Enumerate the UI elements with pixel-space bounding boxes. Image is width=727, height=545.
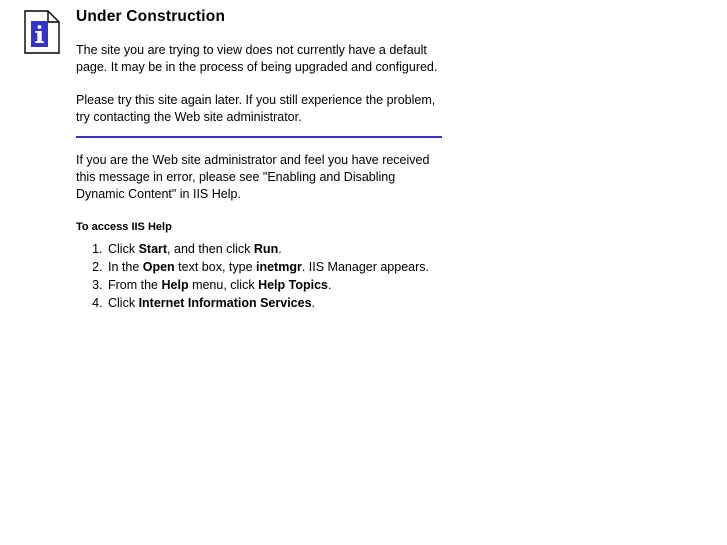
help-steps-list: [76, 241, 444, 312]
page-title: Under Construction: [76, 8, 226, 25]
list-item: 4. Click Internet Information Services.: [106, 295, 444, 312]
help-subheading: To access IIS Help: [76, 221, 172, 233]
list-item: 1. Click Start, and then click Run.: [106, 241, 444, 258]
paragraph-try-later: Please try this site again later. If you still experience the problem, try contacting the Web site administrator.: [76, 93, 436, 124]
paragraph-default-page: The site you are trying to view does not currently have a default page. It may be in the process of being upgraded and configured.: [76, 43, 438, 74]
divider: [76, 136, 442, 138]
document-info-icon: [24, 10, 60, 54]
list-item: 3. From the Help menu, click Help Topics.: [106, 277, 444, 294]
paragraph-administrator: If you are the Web site administrator and feel you have received this message in error, please see "Enabling and Disabling Dynamic Content" in IIS Help.: [76, 153, 430, 201]
list-item: 2. In the Open text box, type inetmgr. IIS Manager appears.: [106, 259, 444, 276]
content-column: [76, 8, 444, 313]
